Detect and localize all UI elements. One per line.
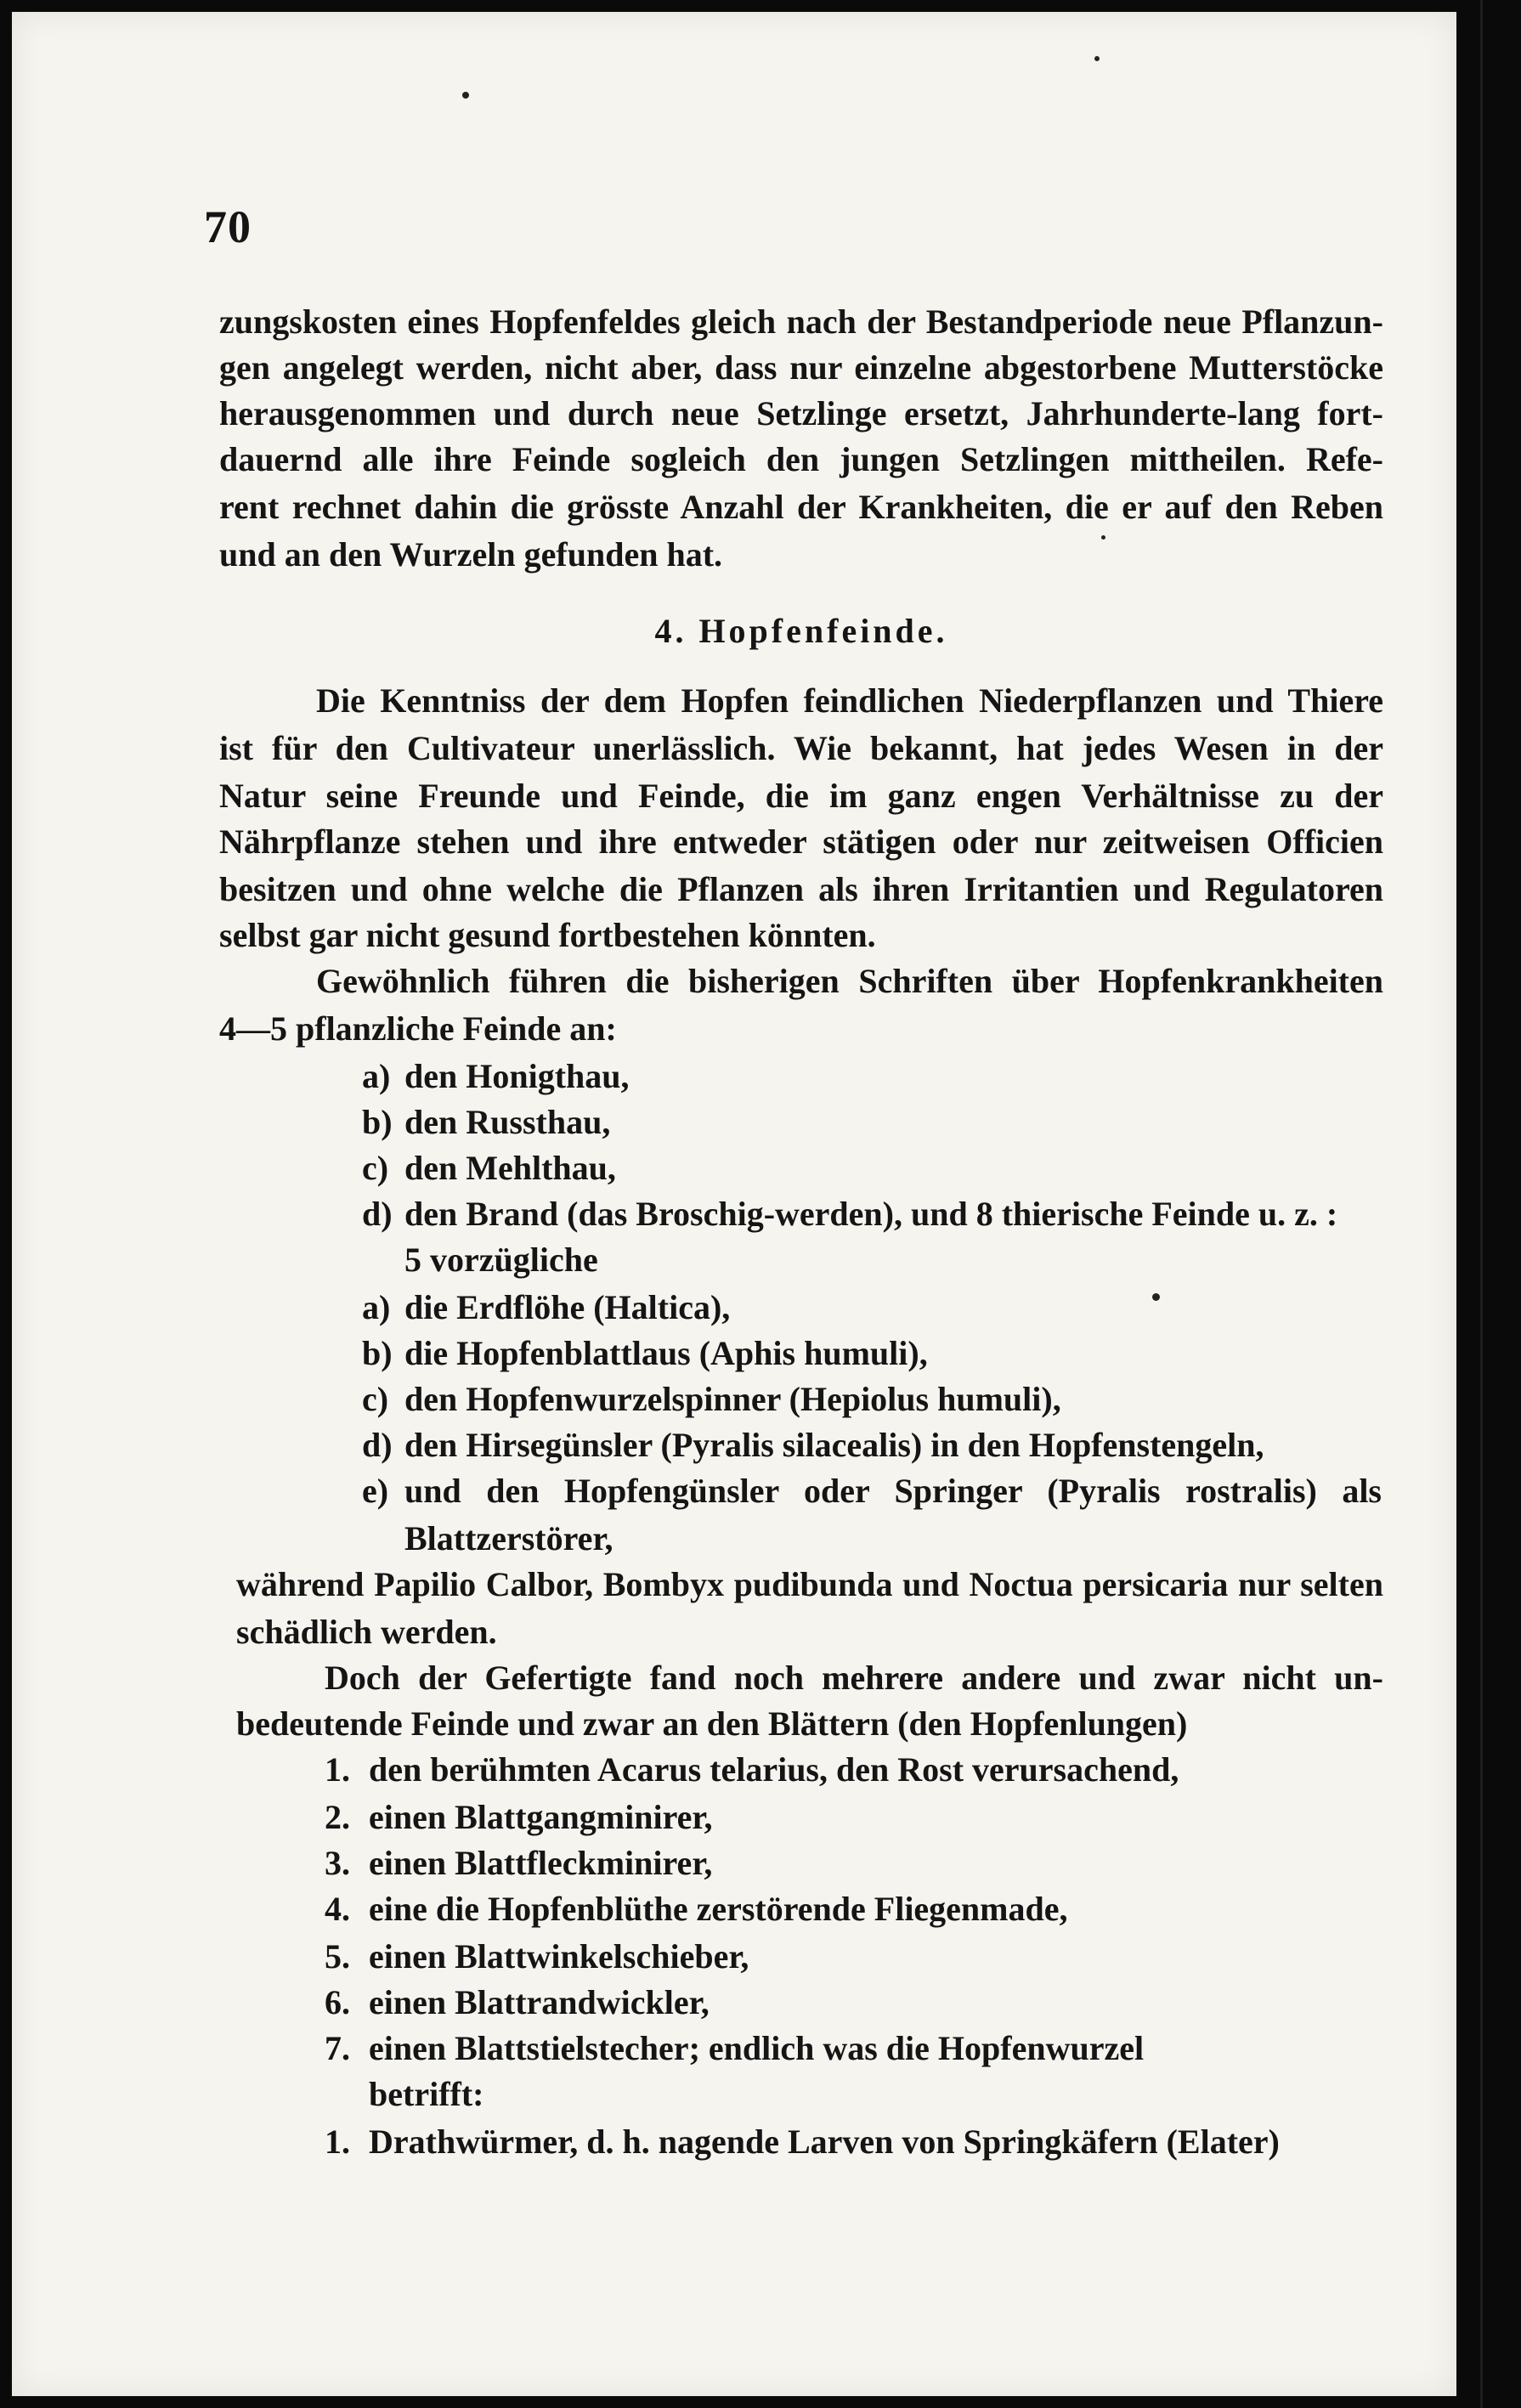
list-item: den Hirsegünsler (Pyralis silacealis) in den Hopfenstengeln, — [404, 1426, 1264, 1464]
scan-speck — [462, 92, 469, 99]
list-label: 5. — [325, 1937, 350, 1976]
list-item: einen Blattwinkelschieber, — [369, 1937, 749, 1976]
list-item-continuation: Blattzerstörer, — [404, 1519, 613, 1557]
list-item: die Hopfenblattlaus (Aphis humuli), — [404, 1334, 928, 1372]
list-label: 3. — [325, 1844, 350, 1882]
list-item: den Russthau, — [404, 1103, 611, 1141]
book-page — [12, 12, 1456, 2396]
paragraph-line: herausgenommen und durch neue Setzlinge ersetzt, Jahrhunderte-lang fort- — [219, 394, 1383, 432]
list-item: den Brand (das Broschig-werden), und 8 thierische Feinde u. z. : — [404, 1195, 1338, 1233]
paragraph-line: selbst gar nicht gesund fortbestehen könnten. — [219, 916, 876, 954]
list-label: 4. — [325, 1890, 350, 1928]
list-label: d) — [362, 1426, 393, 1464]
list-item: den berühmten Acarus telarius, den Rost verursachend, — [369, 1750, 1179, 1789]
paragraph-line: rent rechnet dahin die grösste Anzahl der Krankheiten, die er auf den Reben — [219, 488, 1383, 526]
paragraph-line: und an den Wurzeln gefunden hat. — [219, 535, 723, 574]
list-item: die Erdflöhe (Haltica), — [404, 1288, 731, 1326]
list-item: einen Blattrandwickler, — [369, 1983, 710, 2021]
scan-border — [1456, 0, 1521, 2408]
paragraph-line: besitzen und ohne welche die Pflanzen als ihren Irritantien und Regulatoren — [219, 870, 1383, 908]
paragraph-line: bedeutende Feinde und zwar an den Blättern (den Hopfenlungen) — [236, 1704, 1188, 1743]
scan-speck — [1101, 535, 1105, 540]
paragraph-line: Die Kenntniss der dem Hopfen feindlichen Niederpflanzen und Thiere — [316, 681, 1383, 720]
list-item: den Honigthau, — [404, 1057, 630, 1095]
list-label: 2. — [325, 1798, 350, 1836]
list-item: den Mehlthau, — [404, 1149, 616, 1187]
list-label: b) — [362, 1103, 393, 1141]
list-label: a) — [362, 1057, 391, 1095]
scan-border-line — [1480, 0, 1483, 2408]
paragraph-line: dauernd alle ihre Feinde sogleich den jungen Setzlingen mittheilen. Refe- — [219, 440, 1383, 478]
list-label: d) — [362, 1195, 393, 1233]
list-label: 6. — [325, 1983, 350, 2021]
list-label: b) — [362, 1334, 393, 1372]
section-heading: 4. Hopfenfeinde. — [654, 612, 948, 650]
list-item: Drathwürmer, d. h. nagende Larven von Springkäfern (Elater) — [369, 2123, 1280, 2161]
list-item: und den Hopfengünsler oder Springer (Pyralis rostralis) als — [404, 1472, 1382, 1510]
list-item: einen Blattstielstecher; endlich was die Hopfenwurzel — [369, 2029, 1145, 2067]
list-item-continuation: 5 vorzügliche — [404, 1241, 598, 1279]
list-item: einen Blattfleckminirer, — [369, 1844, 713, 1882]
list-label: e) — [362, 1472, 389, 1510]
list-label: 7. — [325, 2029, 350, 2067]
list-item: den Hopfenwurzelspinner (Hepiolus humuli), — [404, 1380, 1061, 1418]
paragraph-line: zungskosten eines Hopfenfeldes gleich nach der Bestandperiode neue Pflanzun- — [219, 302, 1383, 341]
paragraph-line: ist für den Cultivateur unerlässlich. Wie bekannt, hat jedes Wesen in der — [219, 729, 1383, 767]
paragraph-line: 4—5 pflanzliche Feinde an: — [219, 1009, 617, 1048]
paragraph-line: gen angelegt werden, nicht aber, dass nur einzelne abgestorbene Mutterstöcke — [219, 348, 1383, 387]
list-label: c) — [362, 1149, 389, 1187]
scan-speck — [1094, 56, 1100, 61]
paragraph-line: schädlich werden. — [236, 1613, 497, 1651]
list-item: eine die Hopfenblüthe zerstörende Fliegenmade, — [369, 1890, 1068, 1928]
paragraph-line: Gewöhnlich führen die bisherigen Schriften über Hopfenkrankheiten — [316, 962, 1383, 1000]
list-label: a) — [362, 1288, 391, 1326]
paragraph-line: während Papilio Calbor, Bombyx pudibunda und Noctua persicaria nur selten — [236, 1565, 1383, 1603]
scan-speck — [1152, 1293, 1160, 1301]
list-label: 1. — [325, 2123, 350, 2161]
page-number: 70 — [204, 201, 252, 252]
paragraph-line: Natur seine Freunde und Feinde, die im ganz engen Verhältnisse zu der — [219, 777, 1383, 815]
list-item-continuation: betrifft: — [369, 2075, 484, 2113]
list-item: einen Blattgangminirer, — [369, 1798, 713, 1836]
paragraph-line: Doch der Gefertigte fand noch mehrere andere und zwar nicht un- — [325, 1659, 1383, 1697]
list-label: c) — [362, 1380, 389, 1418]
paragraph-line: Nährpflanze stehen und ihre entweder stätigen oder nur zeitweisen Officien — [219, 822, 1383, 861]
list-label: 1. — [325, 1750, 350, 1789]
